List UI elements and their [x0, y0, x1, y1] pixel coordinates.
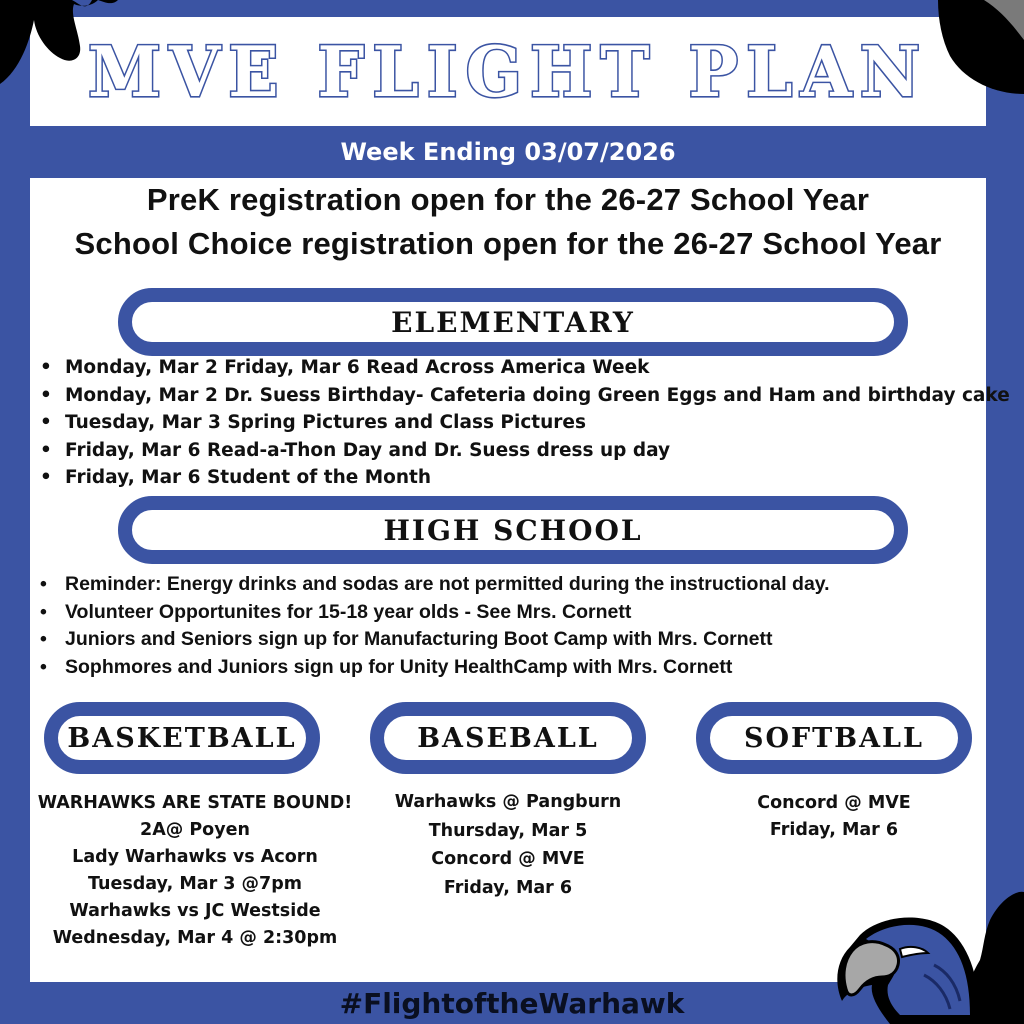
- softball-heading: SOFTBALL: [743, 722, 925, 754]
- elementary-heading-pill: [118, 288, 908, 356]
- basketball-heading: BASKETBALL: [67, 722, 297, 754]
- schedule-line: Friday, Mar 6: [769, 820, 899, 840]
- softball-heading-pill: [696, 702, 972, 774]
- hashtag-banner: #FlightoftheWarhawk: [339, 986, 685, 1020]
- announcement-school-choice: School Choice registration open for the 26-27 School Year: [74, 226, 942, 261]
- list-item: • Monday, Mar 2 Friday, Mar 6 Read Across America Week: [30, 354, 986, 382]
- basketball-schedule: [30, 790, 360, 952]
- elementary-heading: ELEMENTARY: [391, 305, 635, 339]
- announcement-prek: PreK registration open for the 26-27 School Year: [146, 182, 870, 217]
- list-item: • Juniors and Seniors sign up for Manufacturing Boot Camp with Mrs. Cornett: [30, 626, 986, 654]
- schedule-line: Warhawks vs JC Westside: [69, 901, 321, 921]
- list-item: • Volunteer Opportunites for 15-18 year olds - See Mrs. Cornett: [30, 599, 986, 627]
- baseball-schedule: [348, 788, 668, 902]
- schedule-line: Tuesday, Mar 3 @7pm: [88, 874, 302, 894]
- schedule-line: 2A@ Poyen: [140, 820, 250, 840]
- warhawk-mascot-icon: [830, 905, 980, 1024]
- page-title: MVE FLIGHT PLAN: [87, 30, 929, 113]
- schedule-line: Thursday, Mar 5: [428, 820, 588, 841]
- list-item: • Tuesday, Mar 3 Spring Pictures and Class Pictures: [30, 409, 986, 437]
- basketball-heading-pill: [44, 702, 320, 774]
- schedule-line: Warhawks @ Pangburn: [394, 792, 622, 812]
- schedule-line: WARHAWKS ARE STATE BOUND!: [37, 793, 353, 813]
- baseball-heading: BASEBALL: [417, 722, 599, 754]
- title-panel: [30, 17, 986, 126]
- baseball-heading-pill: [370, 702, 646, 774]
- schedule-line: Concord @ MVE: [431, 849, 585, 869]
- high-school-heading: HIGH SCHOOL: [383, 513, 643, 547]
- list-item: • Sophmores and Juniors sign up for Unity HealthCamp with Mrs. Cornett: [30, 654, 986, 682]
- list-item: • Friday, Mar 6 Read-a-Thon Day and Dr. Suess dress up day: [30, 437, 986, 465]
- elementary-list: [30, 354, 1010, 492]
- wing-decoration-top-right-icon: [934, 0, 1024, 96]
- announcements: [30, 178, 986, 266]
- main-panel: [30, 178, 1010, 982]
- schedule-line: Wednesday, Mar 4 @ 2:30pm: [52, 928, 338, 948]
- list-item: • Monday, Mar 2 Dr. Suess Birthday- Cafeteria doing Green Eggs and Ham and birthday cake: [30, 382, 986, 410]
- feather-decoration-top-left-icon: [0, 0, 120, 90]
- high-school-heading-pill: [118, 496, 908, 564]
- softball-schedule: [676, 790, 992, 844]
- week-ending-banner: Week Ending 03/07/2026: [340, 138, 676, 166]
- list-item: • Reminder: Energy drinks and sodas are not permitted during the instructional day.: [30, 571, 986, 599]
- list-item: • Friday, Mar 6 Student of the Month: [30, 464, 986, 492]
- high-school-list: [30, 571, 986, 681]
- schedule-line: Lady Warhawks vs Acorn: [72, 847, 318, 867]
- schedule-line: Friday, Mar 6: [443, 877, 573, 898]
- schedule-line: Concord @ MVE: [757, 793, 911, 813]
